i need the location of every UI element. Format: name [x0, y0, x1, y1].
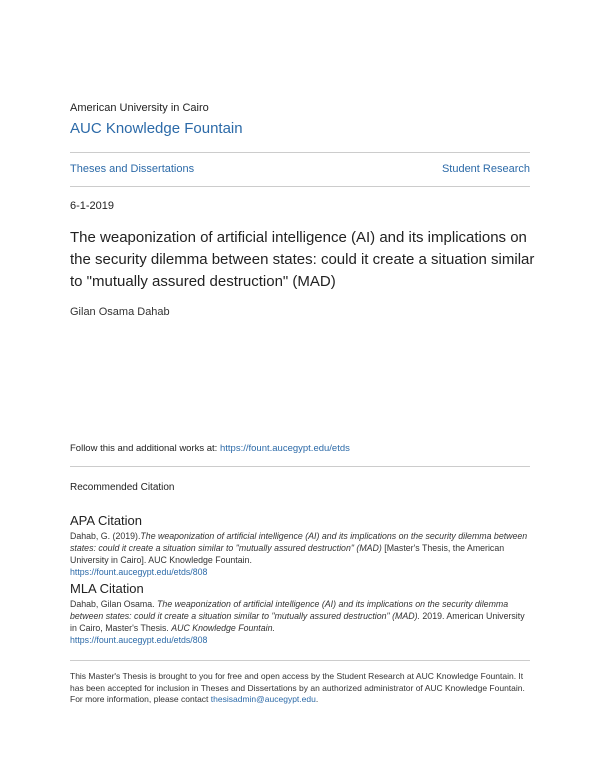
divider-nav: [70, 186, 530, 187]
mla-middle: 2019. American University in Cairo, Master's Thesis.: [70, 611, 525, 633]
divider-top: [70, 152, 530, 153]
follow-line: [70, 443, 350, 454]
recommended-citation-heading: Recommended Citation: [70, 482, 175, 493]
mla-citation-text: [70, 598, 532, 646]
divider-citation: [70, 466, 530, 467]
author-name: Gilan Osama Dahab: [70, 306, 170, 318]
mla-title: The weaponization of artificial intelligence (AI) and its implications on the security dilemma between states: could it create a situation similar to "mutually assured destruction" (MAD).: [70, 599, 509, 621]
student-research-link[interactable]: Student Research: [441, 163, 530, 175]
apa-suffix: [Master's Thesis, the American University in Cairo]. AUC Knowledge Fountain.: [70, 543, 505, 565]
access-statement-end: .: [315, 694, 319, 704]
apa-url-link[interactable]: https://fount.aucegypt.edu/etds/808: [70, 567, 208, 577]
divider-footer: [70, 660, 530, 661]
mla-citation-heading: MLA Citation: [70, 581, 144, 596]
apa-prefix: Dahab, G. (2019).: [70, 531, 141, 541]
etds-link[interactable]: https://fount.aucegypt.edu/etds: [219, 443, 350, 454]
mla-prefix: Dahab, Gilan Osama.: [70, 599, 158, 609]
publication-date: 6-1-2019: [70, 200, 115, 212]
mla-source: AUC Knowledge Fountain.: [171, 623, 275, 633]
follow-label: Follow this and additional works at:: [70, 443, 220, 454]
document-title: The weaponization of artificial intelligence (AI) and its implications on the security dilemma between states: could it create a situation similar to "mutually assured destruction" (MAD): [70, 229, 535, 290]
apa-citation-text: [70, 530, 532, 578]
repository-link[interactable]: AUC Knowledge Fountain: [70, 120, 243, 137]
access-statement-text: This Master's Thesis is brought to you for free and open access by the Student Research at AUC Knowledge Fountain. It has been accepted for inclusion in Theses and Dissertations by an authorized administrator of AUC Knowledge Fountain. For more information, please contact: [70, 671, 525, 704]
institution-name: American University in Cairo: [70, 102, 209, 114]
theses-dissertations-link[interactable]: Theses and Dissertations: [70, 163, 195, 175]
apa-citation-heading: APA Citation: [70, 513, 143, 528]
mla-url-link[interactable]: https://fount.aucegypt.edu/etds/808: [70, 635, 208, 645]
apa-title: The weaponization of artificial intelligence (AI) and its implications on the security dilemma between states: could it create a situation similar to "mutually assured destruction" (MAD): [70, 531, 528, 553]
access-statement: [70, 671, 532, 706]
contact-email-link[interactable]: thesisadmin@aucegypt.edu: [210, 694, 316, 704]
